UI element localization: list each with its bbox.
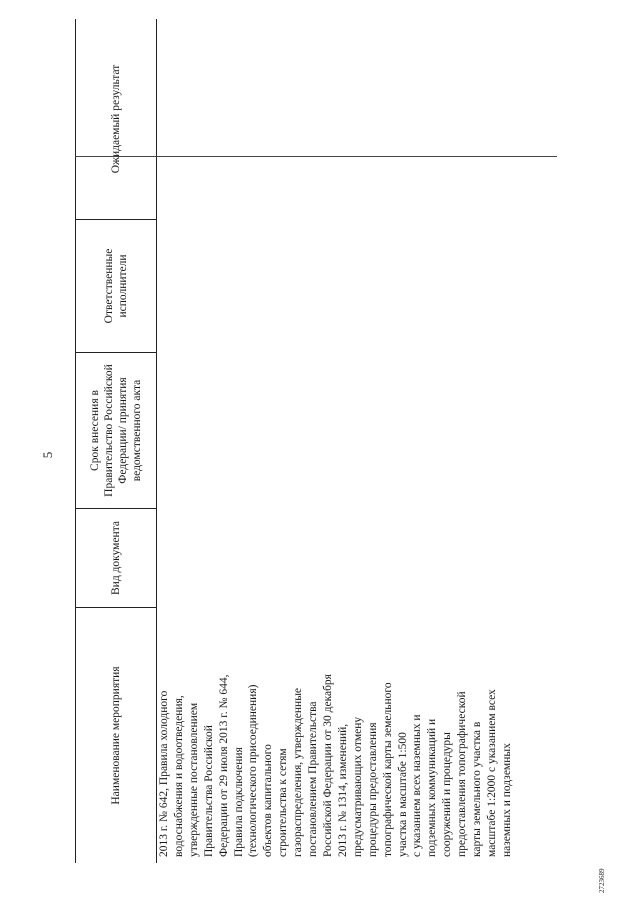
measure-name-line: подземных коммуникаций и [426,718,439,857]
header-measure-name: Наименование мероприятия [76,608,157,864]
measure-name-line: сооружений и процедуры [441,732,454,857]
measure-name-text [157,608,515,864]
table-header-row [76,19,157,863]
measure-name-line: Правительства Российской [202,725,215,857]
measure-name-line: Правила подключения [232,747,245,857]
cell-deadline [157,353,515,509]
measure-name-line: (технологического присоединения) [247,684,260,857]
measures-table [75,19,515,863]
measure-name-line: наземных и подземных [500,743,513,857]
measure-name-line: газораспределения, утвержденные [292,687,305,857]
header-deadline: Срок внесения в Правительство Российской Федерации/ принятия ведомственного акта [76,353,157,509]
measure-name-line: процедуры предоставления [366,722,379,857]
measure-name-line: постановлением Правительства [307,701,320,857]
page-number: 5 [40,451,55,459]
measure-name-line: 2013 г. № 1314, изменений, [336,723,349,857]
measure-name-line: топографической карты земельного [381,682,394,857]
measure-name-line: утвержденные постановлением [187,702,200,857]
cell-responsible [157,220,515,353]
measure-name-line: предоставления топографической [456,691,469,857]
document-code: 2723689 [598,868,606,893]
table-row [157,19,515,863]
measure-name-line: Российской Федерации от 30 декабря [321,674,334,857]
measure-name-line: строительства к сетям [277,748,290,857]
header-responsible: Ответственные исполнители [76,220,157,353]
table-right-edge [75,156,557,157]
measure-name-line: с указанием всех наземных и [411,714,424,857]
measure-name-line: объектов капитального [262,744,275,857]
measure-name-line: Федерации от 29 июля 2013 г. № 644, [217,674,230,857]
cell-document-type [157,509,515,608]
measure-name-line: участка в масштабе 1:500 [396,732,409,857]
measure-name-line: масштабе 1:2000 с указанием всех [485,689,498,857]
measure-name-line: 2013 г. № 642, Правила холодного [158,690,170,857]
cell-expected-result [157,19,515,220]
measure-name-line: карты земельного участка в [471,721,484,857]
cell-measure-name [157,608,515,864]
measure-name-line: предусматривающих отмену [351,716,364,857]
header-expected-result: Ожидаемый результат [76,19,157,220]
measure-name-line: водоснабжения и водоотведения, [172,695,185,857]
header-document-type: Вид документа [76,509,157,608]
